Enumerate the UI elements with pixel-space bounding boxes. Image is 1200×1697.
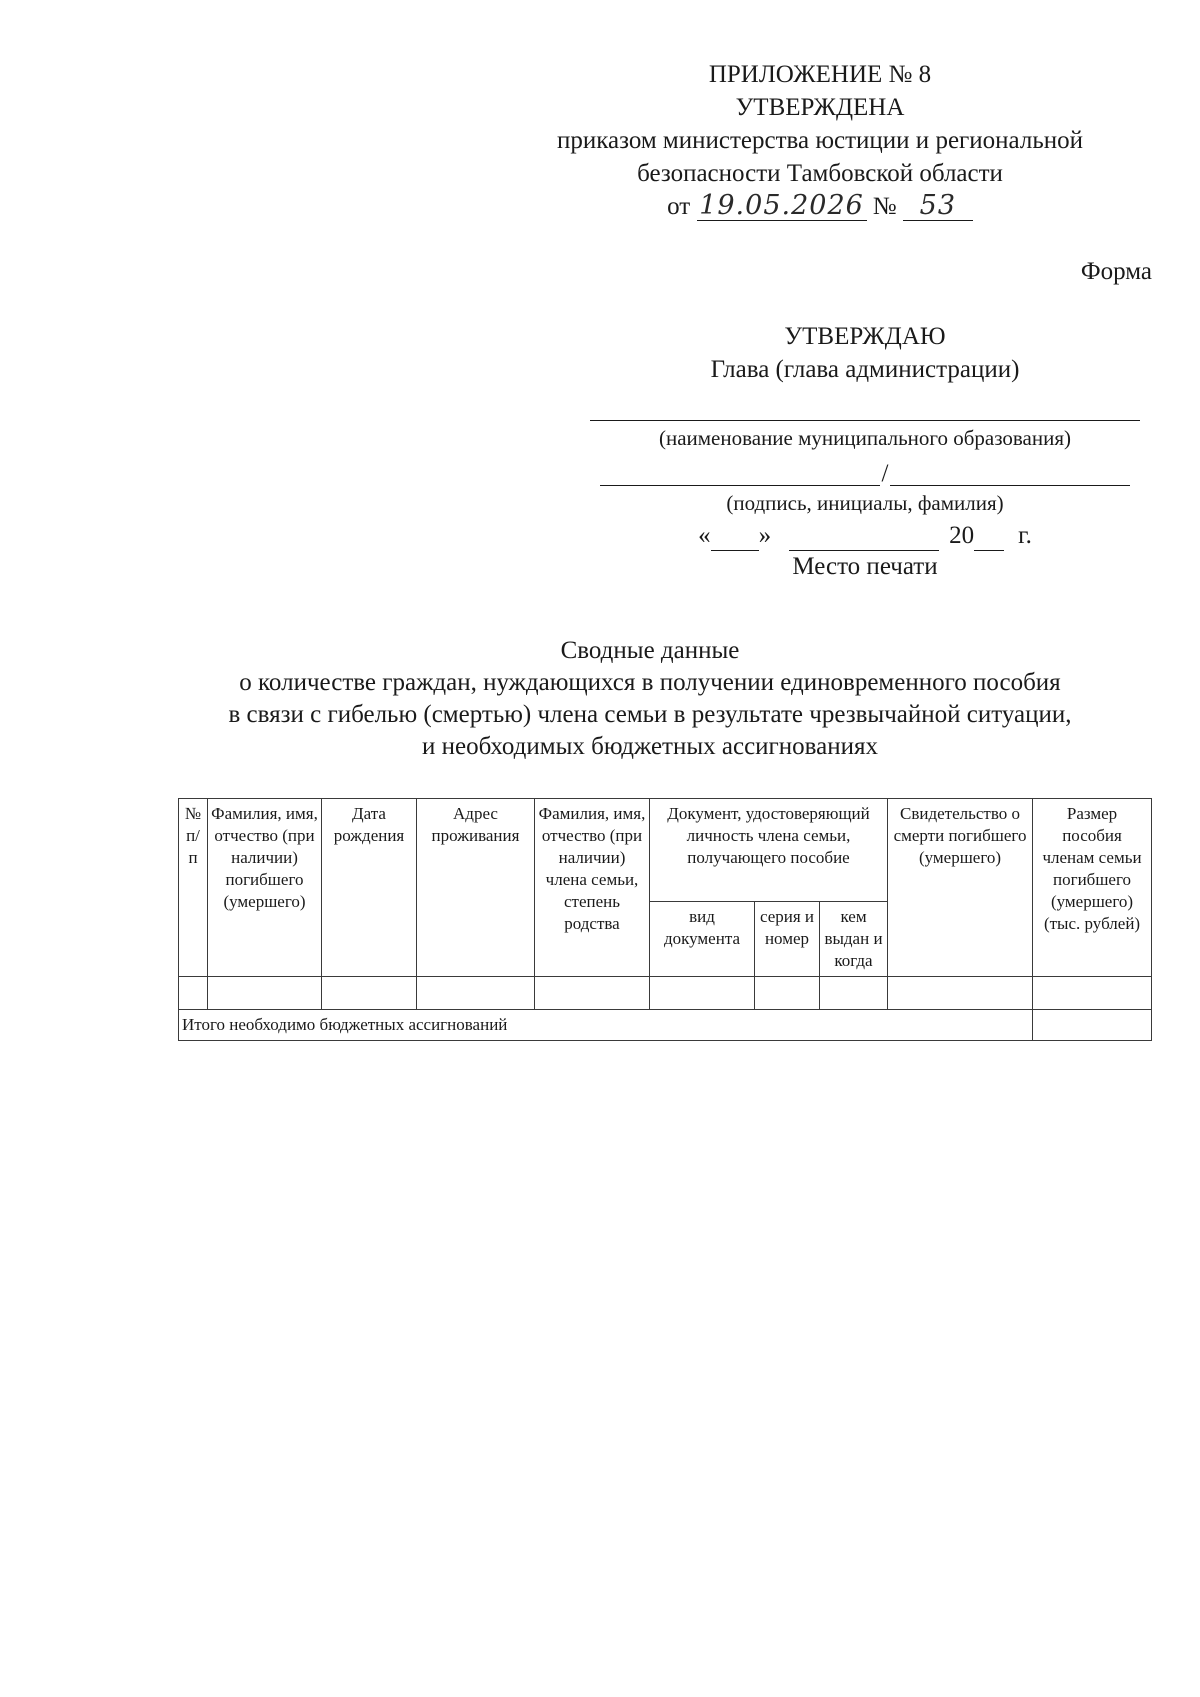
table-row <box>179 977 1152 1010</box>
month-blank <box>789 528 939 551</box>
order-number-label: № <box>872 193 897 220</box>
order-date-handwritten: 19.05.2026 <box>697 192 867 221</box>
day-blank <box>711 528 759 551</box>
quote-open: « <box>698 522 711 549</box>
year-prefix: 20 <box>949 522 975 549</box>
signature-blank-line <box>600 463 880 486</box>
table-cell <box>322 977 417 1010</box>
appendix-order-line2: безопасности Тамбовской области <box>637 160 1003 187</box>
year-suffix: г. <box>1018 522 1032 549</box>
table-cell <box>650 977 755 1010</box>
signature-slash: / <box>881 460 889 487</box>
signature-caption: (подпись, инициалы, фамилия) <box>726 491 1004 515</box>
header-num: № п/п <box>179 799 208 977</box>
table-header-row <box>179 799 1152 902</box>
header-identity-doc: Документ, удостоверяющий личность члена семьи, получающего пособие <box>650 799 888 902</box>
summary-table <box>178 798 1152 1041</box>
order-from-label: от <box>667 193 691 220</box>
table-cell <box>417 977 535 1010</box>
table-cell <box>535 977 650 1010</box>
header-address: Адрес проживания <box>417 799 535 977</box>
approval-title: УТВЕРЖДАЮ <box>784 323 946 350</box>
title-line-3: в связи с гибелью (смертью) члена семьи в результате чрезвычайной ситуации, <box>228 701 1072 728</box>
title-line-4: и необходимых бюджетных ассигнованиях <box>421 733 879 760</box>
appendix-number: ПРИЛОЖЕНИЕ № 8 <box>708 61 932 88</box>
seal-place: Место печати <box>792 553 938 580</box>
header-deceased-name: Фамилия, имя, отчество (при наличии) погибшего (умершего) <box>208 799 322 977</box>
title-line-2: о количестве граждан, нуждающихся в получении единовременного пособия <box>239 669 1061 696</box>
table-cell <box>888 977 1033 1010</box>
header-death-certificate: Свидетельство о смерти погибшего (умершего) <box>888 799 1033 977</box>
year-blank <box>974 528 1004 551</box>
quote-close: » <box>758 522 772 549</box>
approval-date-row <box>590 521 1140 551</box>
title-line-1: Сводные данные <box>560 637 740 664</box>
approval-block <box>590 320 1140 583</box>
form-label: Форма <box>1080 258 1152 285</box>
table-cell <box>179 977 208 1010</box>
total-value-cell <box>1033 1010 1152 1041</box>
header-doc-type: вид документа <box>650 902 755 977</box>
appendix-approved: УТВЕРЖДЕНА <box>735 94 905 121</box>
appendix-order-line1: приказом министерства юстиции и региональной <box>556 127 1083 154</box>
table-cell <box>820 977 888 1010</box>
municipality-caption: (наименование муниципального образования) <box>658 426 1072 450</box>
table-cell <box>1033 977 1152 1010</box>
header-issued-by: кем выдан и когда <box>820 902 888 977</box>
header-benefit-amount: Размер пособия членам семьи погибшего (умершего) (тыс. рублей) <box>1033 799 1152 977</box>
header-series-number: серия и номер <box>755 902 820 977</box>
total-row <box>179 1010 1152 1041</box>
total-label: Итого необходимо бюджетных ассигнований <box>179 1010 1033 1041</box>
signature-row <box>590 456 1140 486</box>
order-reference <box>520 190 1120 223</box>
document-title <box>150 635 1150 763</box>
table-cell <box>208 977 322 1010</box>
header-family-member: Фамилия, имя, отчество (при наличии) члена семьи, степень родства <box>535 799 650 977</box>
order-number-handwritten: 53 <box>903 192 973 221</box>
table-cell <box>755 977 820 1010</box>
approval-head: Глава (глава администрации) <box>710 356 1020 383</box>
municipality-blank-line <box>590 394 1140 421</box>
appendix-block <box>520 58 1120 223</box>
header-birth-date: Дата рождения <box>322 799 417 977</box>
name-blank-line <box>890 463 1130 486</box>
